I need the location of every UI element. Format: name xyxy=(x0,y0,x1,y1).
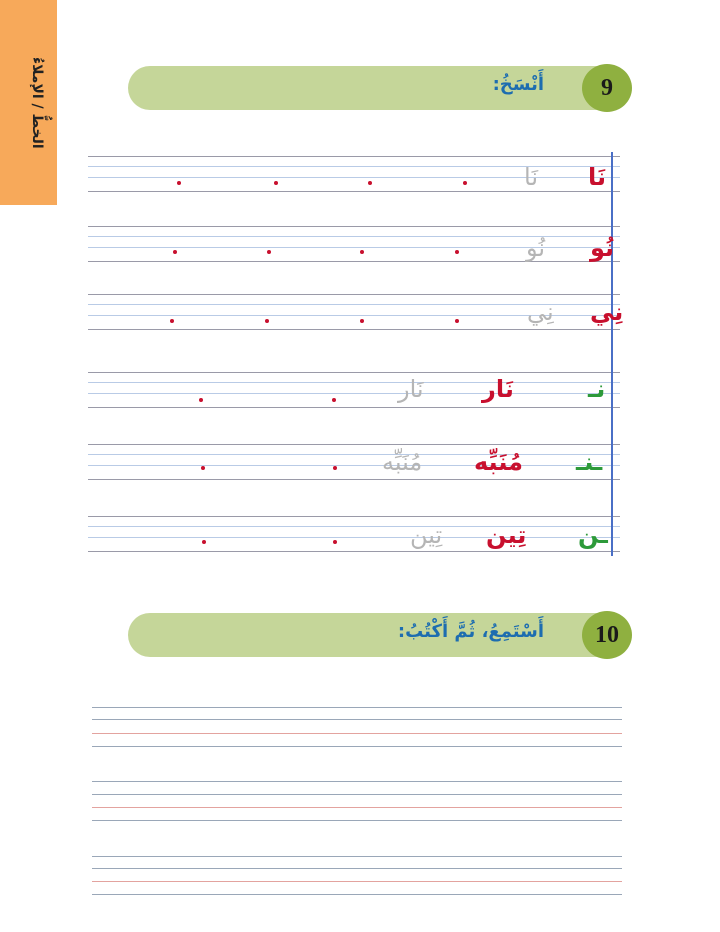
ruled-row xyxy=(88,444,620,480)
ruled-line xyxy=(88,156,620,157)
trace-dot xyxy=(201,466,205,470)
ruled-line xyxy=(88,329,620,330)
trace-dot xyxy=(333,540,337,544)
writing-line xyxy=(92,894,622,895)
writing-line xyxy=(92,856,622,857)
ruled-row xyxy=(88,156,620,192)
writing-line xyxy=(92,868,622,869)
section-side-tab xyxy=(0,0,57,205)
trace-dot xyxy=(332,398,336,402)
trace-dot xyxy=(202,540,206,544)
ruled-row xyxy=(88,372,620,408)
row4-model: نَار xyxy=(482,375,514,403)
ruled-line xyxy=(88,516,620,517)
row1-trace: نَا xyxy=(524,163,538,191)
row5-form: ـنـ xyxy=(576,448,603,476)
row6-trace: تِين xyxy=(410,521,443,549)
ruled-line xyxy=(88,294,620,295)
ruled-line xyxy=(88,537,620,538)
trace-dot xyxy=(360,319,364,323)
trace-dot xyxy=(170,319,174,323)
ruled-line xyxy=(88,382,620,383)
ruled-line xyxy=(88,166,620,167)
ruled-line xyxy=(88,177,620,178)
trace-dot xyxy=(265,319,269,323)
exercise-10-title: أَسْتَمِعُ، ثُمَّ أَكْتُبُ: xyxy=(397,621,544,642)
exercise-10-number: 10 xyxy=(582,611,632,659)
trace-dot xyxy=(360,250,364,254)
row6-model: تِين xyxy=(486,521,527,549)
exercise-10-banner xyxy=(128,613,619,657)
ruled-line xyxy=(88,551,620,552)
ruled-line xyxy=(88,407,620,408)
row4-trace: نَار xyxy=(398,375,424,403)
ruled-line xyxy=(88,191,620,192)
ruled-line xyxy=(88,444,620,445)
row2-model: نُو xyxy=(590,234,615,262)
writing-line xyxy=(92,707,622,708)
trace-dot xyxy=(173,250,177,254)
ruled-line xyxy=(88,372,620,373)
ruled-line xyxy=(88,454,620,455)
writing-line xyxy=(92,746,622,747)
row5-trace: مُنَبِّه xyxy=(382,448,423,476)
writing-line xyxy=(92,794,622,795)
row5-model: مُنَبِّه xyxy=(474,448,524,476)
ruled-line xyxy=(88,393,620,394)
exercise-9-title: أَنْسَخُ: xyxy=(492,74,544,95)
row4-form: نـ xyxy=(588,375,606,403)
row1-model: نَا xyxy=(588,163,607,191)
row6-form: ـن xyxy=(578,521,608,549)
ruled-line xyxy=(88,465,620,466)
writing-line xyxy=(92,820,622,821)
ruled-line xyxy=(88,479,620,480)
trace-dot xyxy=(455,319,459,323)
ruled-row xyxy=(88,516,620,552)
trace-dot xyxy=(199,398,203,402)
writing-line xyxy=(92,807,622,808)
ruled-line xyxy=(88,226,620,227)
row3-trace: نِي xyxy=(527,298,554,326)
exercise-9-number: 9 xyxy=(582,64,632,112)
writing-line xyxy=(92,781,622,782)
writing-line xyxy=(92,733,622,734)
ruled-line xyxy=(88,526,620,527)
trace-dot xyxy=(177,181,181,185)
trace-dot xyxy=(333,466,337,470)
row3-model: نِي xyxy=(590,298,624,326)
trace-dot xyxy=(455,250,459,254)
writing-line xyxy=(92,719,622,720)
trace-dot xyxy=(368,181,372,185)
margin-line xyxy=(611,152,613,556)
trace-dot xyxy=(267,250,271,254)
row2-trace: نُو xyxy=(526,234,546,262)
trace-dot xyxy=(463,181,467,185)
trace-dot xyxy=(274,181,278,185)
exercise-9-banner xyxy=(128,66,613,110)
section-side-tab-label: الخطُّ / الإملاءُ xyxy=(29,57,45,149)
writing-line xyxy=(92,881,622,882)
